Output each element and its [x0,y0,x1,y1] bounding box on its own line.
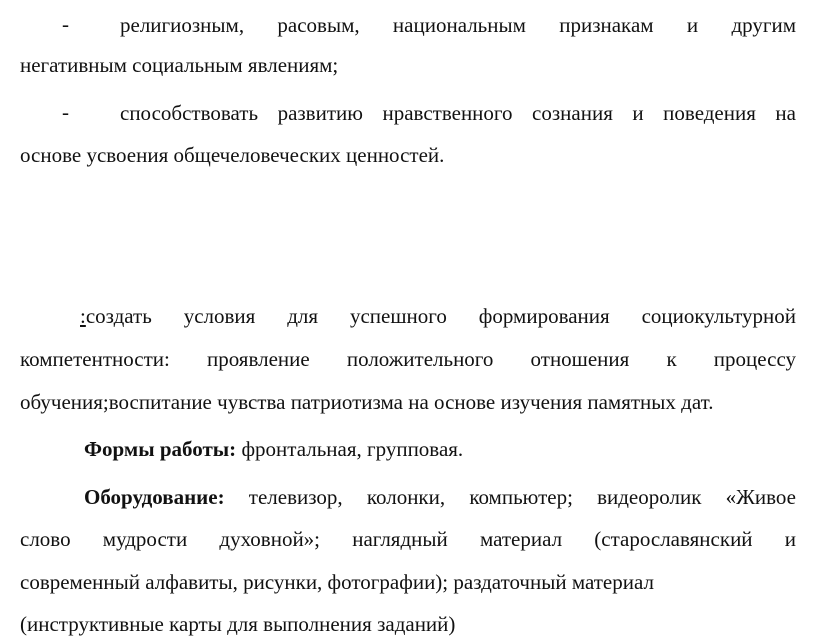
goal-paragraph-line-1 [80,303,796,329]
list-item-2-line-1: способствовать развитию нравственного сознания и поведения на [120,101,796,125]
goal-marker: : [80,304,86,328]
equipment-line-4: (инструктивные карты для выполнения заданий) [20,612,456,636]
goal-text: создать условия для успешного формирования социокультурной [85,304,796,328]
list-bullet: - [62,100,69,124]
list-bullet: - [62,12,69,36]
goal-paragraph-line-3: обучения;воспитание чувства патриотизма на основе изучения памятных дат. [20,390,714,414]
equipment-text: телевизор, колонки, компьютер; видеоролик «Живое [224,485,796,509]
equipment-line-3: современный алфавиты, рисунки, фотографии); раздаточный материал [20,570,654,594]
forms-of-work [84,436,796,462]
list-item-1-line-2: негативным социальным явлениям; [20,53,339,77]
goal-paragraph-line-2: компетентности: проявление положительного отношения к процессу [20,347,796,371]
list-item-1-line-1: религиозным, расовым, национальным признакам и другим [120,13,796,37]
equipment-line-1 [84,484,796,510]
equipment-label: Оборудование: [84,485,225,509]
forms-value: фронтальная, групповая. [236,437,464,461]
list-item-2-line-2: основе усвоения общечеловеческих ценностей. [20,143,445,167]
forms-label: Формы работы: [84,437,237,461]
equipment-line-2: слово мудрости духовной»; наглядный материал (старославянский и [20,527,796,551]
